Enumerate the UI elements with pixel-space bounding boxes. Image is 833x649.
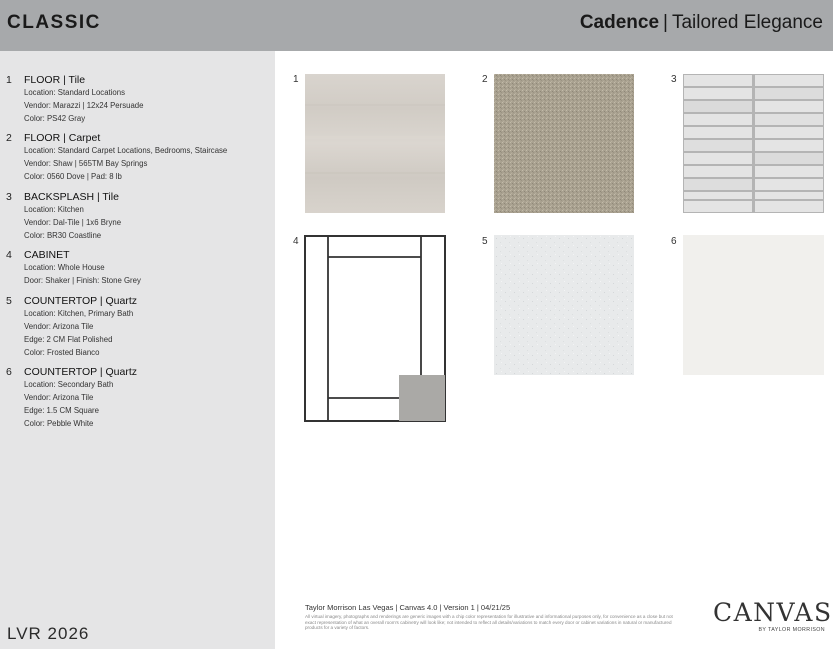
brand-title: CLASSIC bbox=[7, 11, 101, 33]
countertop-quartz-swatch-2 bbox=[683, 235, 824, 375]
footer-disclaimer: All virtual imagery, photographs and renderings are generic images with a chip color representation for illustrative and informational purposes only, for convenience as a close but not exact representation of what an overall room's cabinetry will look like; not intended to reflect all details/variations to match every door or cabinet variations in natural or manufactured products for a variety of factors. bbox=[305, 614, 673, 631]
title-separator: | bbox=[663, 11, 668, 33]
collection-subtitle: Tailored Elegance bbox=[671, 11, 823, 33]
swatch-number: 4 bbox=[293, 236, 299, 247]
spec-title: FLOOR | Carpet bbox=[24, 132, 101, 144]
spec-line: Color: Frosted Bianco bbox=[24, 348, 100, 357]
spec-line: Location: Kitchen, Primary Bath bbox=[24, 309, 134, 318]
swatch-number: 6 bbox=[671, 236, 677, 247]
spec-line: Door: Shaker | Finish: Stone Grey bbox=[24, 276, 141, 285]
cabinet-door-swatch bbox=[304, 235, 446, 422]
logo-subtitle: BY TAYLOR MORRISON bbox=[758, 627, 825, 633]
spec-line: Vendor: Dal-Tile | 1x6 Bryne bbox=[24, 218, 122, 227]
backsplash-tile-swatch bbox=[683, 74, 824, 213]
carpet-swatch bbox=[494, 74, 634, 213]
spec-number: 5 bbox=[6, 295, 12, 307]
swatch-number: 3 bbox=[671, 74, 677, 85]
spec-line: Color: 0560 Dove | Pad: 8 lb bbox=[24, 172, 122, 181]
spec-number: 4 bbox=[6, 249, 12, 261]
spec-line: Vendor: Shaw | 565TM Bay Springs bbox=[24, 159, 148, 168]
footer-credit: Taylor Morrison Las Vegas | Canvas 4.0 | Version 1 | 04/21/25 bbox=[305, 603, 511, 612]
canvas-logo bbox=[713, 598, 833, 636]
spec-line: Location: Kitchen bbox=[24, 205, 84, 214]
spec-number: 1 bbox=[6, 74, 12, 86]
spec-line: Location: Secondary Bath bbox=[24, 380, 114, 389]
spec-title: BACKSPLASH | Tile bbox=[24, 191, 119, 203]
logo-wordmark: CANVAS bbox=[713, 598, 833, 627]
spec-line: Edge: 1.5 CM Square bbox=[24, 406, 99, 415]
spec-title: COUNTERTOP | Quartz bbox=[24, 295, 138, 307]
spec-number: 2 bbox=[6, 132, 12, 144]
swatch-number: 1 bbox=[293, 74, 299, 85]
swatch-number: 2 bbox=[482, 74, 488, 85]
spec-line: Color: PS42 Gray bbox=[24, 114, 86, 123]
countertop-quartz-swatch bbox=[494, 235, 634, 375]
collection-title bbox=[580, 12, 823, 34]
collection-name: Cadence bbox=[579, 11, 660, 33]
spec-title: FLOOR | Tile bbox=[24, 74, 86, 86]
swatch-number: 5 bbox=[482, 236, 488, 247]
spec-line: Location: Whole House bbox=[24, 263, 105, 272]
spec-title: COUNTERTOP | Quartz bbox=[24, 366, 138, 378]
floor-tile-swatch bbox=[305, 74, 445, 213]
mls-watermark: LVR 2026 bbox=[7, 624, 90, 643]
spec-line: Location: Standard Locations bbox=[24, 88, 125, 97]
spec-line: Location: Standard Carpet Locations, Bedrooms, Staircase bbox=[24, 146, 228, 155]
spec-title: CABINET bbox=[24, 249, 70, 261]
spec-line: Color: Pebble White bbox=[24, 419, 94, 428]
spec-line: Color: BR30 Coastline bbox=[24, 231, 102, 240]
spec-number: 3 bbox=[6, 191, 12, 203]
spec-line: Vendor: Marazzi | 12x24 Persuade bbox=[24, 101, 144, 110]
spec-line: Vendor: Arizona Tile bbox=[24, 393, 94, 402]
spec-number: 6 bbox=[6, 366, 12, 378]
header-bar bbox=[0, 0, 833, 51]
spec-line: Edge: 2 CM Flat Polished bbox=[24, 335, 113, 344]
spec-line: Vendor: Arizona Tile bbox=[24, 322, 94, 331]
